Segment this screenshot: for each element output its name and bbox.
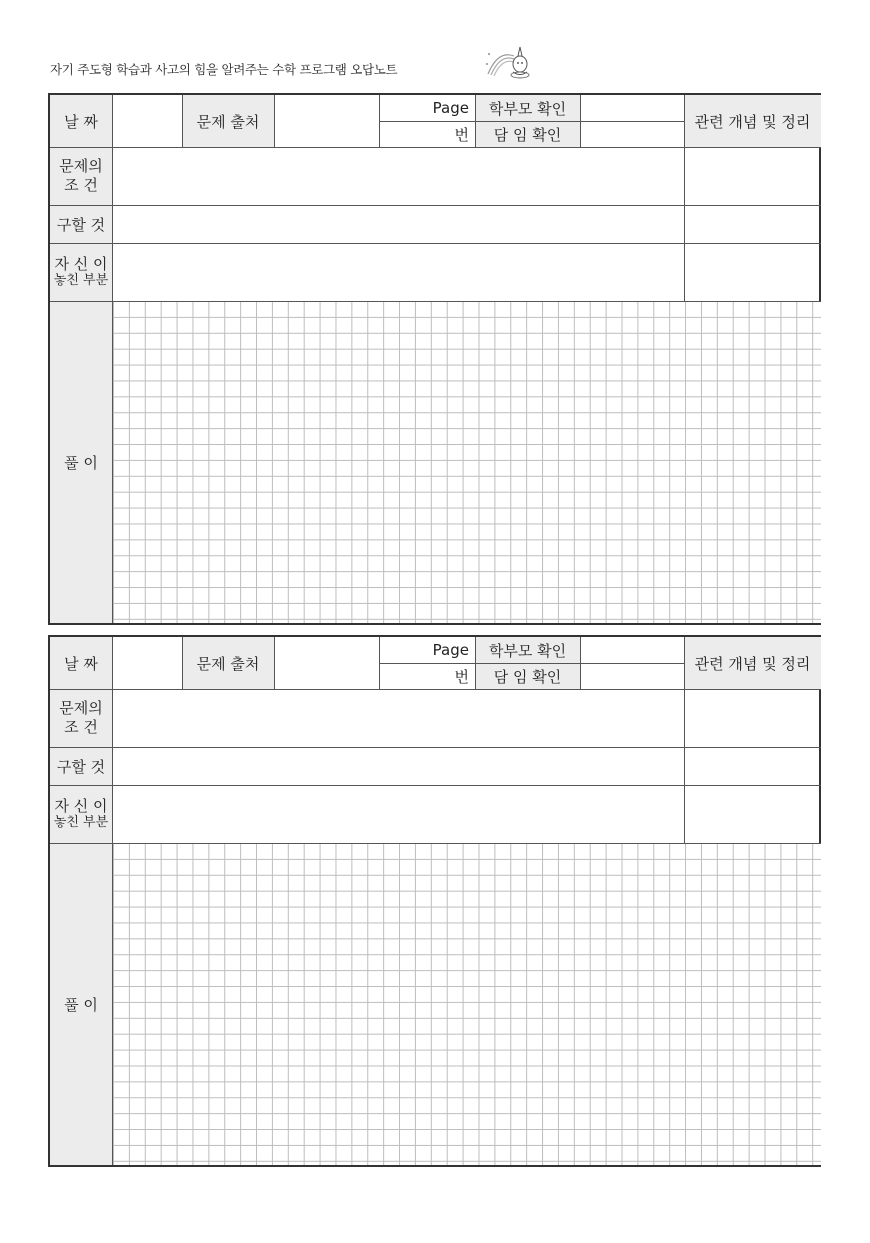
- missed-parts-label-line1: 자 신 이: [54, 796, 108, 815]
- teacher-check-label: 담 임 확인: [475, 121, 580, 147]
- teacher-check-field[interactable]: [580, 121, 684, 147]
- wrong-answer-sheet-1: [48, 93, 821, 625]
- wrong-answer-sheet-2: [48, 635, 821, 1167]
- related-concepts-field-2[interactable]: [684, 205, 821, 243]
- missed-parts-field[interactable]: [112, 243, 684, 301]
- parent-check-field[interactable]: [580, 637, 684, 663]
- related-concepts-field-1[interactable]: [684, 147, 821, 205]
- missed-parts-label-line2: 놓친 부분: [53, 815, 109, 831]
- page-header-title: 자기 주도형 학습과 사고의 힘을 알려주는 수학 프로그램 오답노트: [50, 62, 398, 77]
- conditions-label: 문제의 조 건: [50, 689, 112, 747]
- related-concepts-field-3[interactable]: [684, 785, 821, 843]
- source-field[interactable]: [274, 95, 379, 147]
- page-label: [379, 95, 475, 121]
- missed-parts-label: [50, 785, 112, 843]
- solution-label: 풀 이: [50, 301, 112, 623]
- date-label: 날 짜: [50, 637, 112, 689]
- related-concepts-field-3[interactable]: [684, 243, 821, 301]
- missed-parts-field[interactable]: [112, 785, 684, 843]
- missed-parts-label-line2: 놓친 부분: [53, 273, 109, 289]
- to-find-field[interactable]: [112, 205, 684, 243]
- date-field[interactable]: [112, 95, 182, 147]
- source-field[interactable]: [274, 637, 379, 689]
- to-find-label: 구할 것: [50, 205, 112, 243]
- to-find-label: 구할 것: [50, 747, 112, 785]
- related-concepts-field-2[interactable]: [684, 747, 821, 785]
- number-label: [379, 121, 475, 147]
- related-concepts-field-1[interactable]: [684, 689, 821, 747]
- teacher-check-label: 담 임 확인: [475, 663, 580, 689]
- solution-grid[interactable]: [113, 843, 821, 1165]
- page-label-text: Page: [432, 99, 469, 117]
- date-label: 날 짜: [50, 95, 112, 147]
- solution-label: 풀 이: [50, 843, 112, 1165]
- unicorn-rainbow-icon: [484, 44, 532, 80]
- parent-check-label: 학부모 확인: [475, 637, 580, 663]
- solution-grid[interactable]: [113, 301, 821, 623]
- date-field[interactable]: [112, 637, 182, 689]
- page-label: [379, 637, 475, 663]
- source-label: 문제 출처: [182, 637, 274, 689]
- parent-check-field[interactable]: [580, 95, 684, 121]
- conditions-field[interactable]: [112, 689, 684, 747]
- missed-parts-label-line1: 자 신 이: [54, 254, 108, 273]
- to-find-field[interactable]: [112, 747, 684, 785]
- related-concepts-label: 관련 개념 및 정리: [684, 637, 821, 689]
- number-label-text: 번: [454, 125, 469, 144]
- related-concepts-label: 관련 개념 및 정리: [684, 95, 821, 147]
- teacher-check-field[interactable]: [580, 663, 684, 689]
- page-label-text: Page: [432, 641, 469, 659]
- conditions-field[interactable]: [112, 147, 684, 205]
- missed-parts-label: [50, 243, 112, 301]
- source-label: 문제 출처: [182, 95, 274, 147]
- number-label: [379, 663, 475, 689]
- parent-check-label: 학부모 확인: [475, 95, 580, 121]
- conditions-label: 문제의 조 건: [50, 147, 112, 205]
- number-label-text: 번: [454, 667, 469, 686]
